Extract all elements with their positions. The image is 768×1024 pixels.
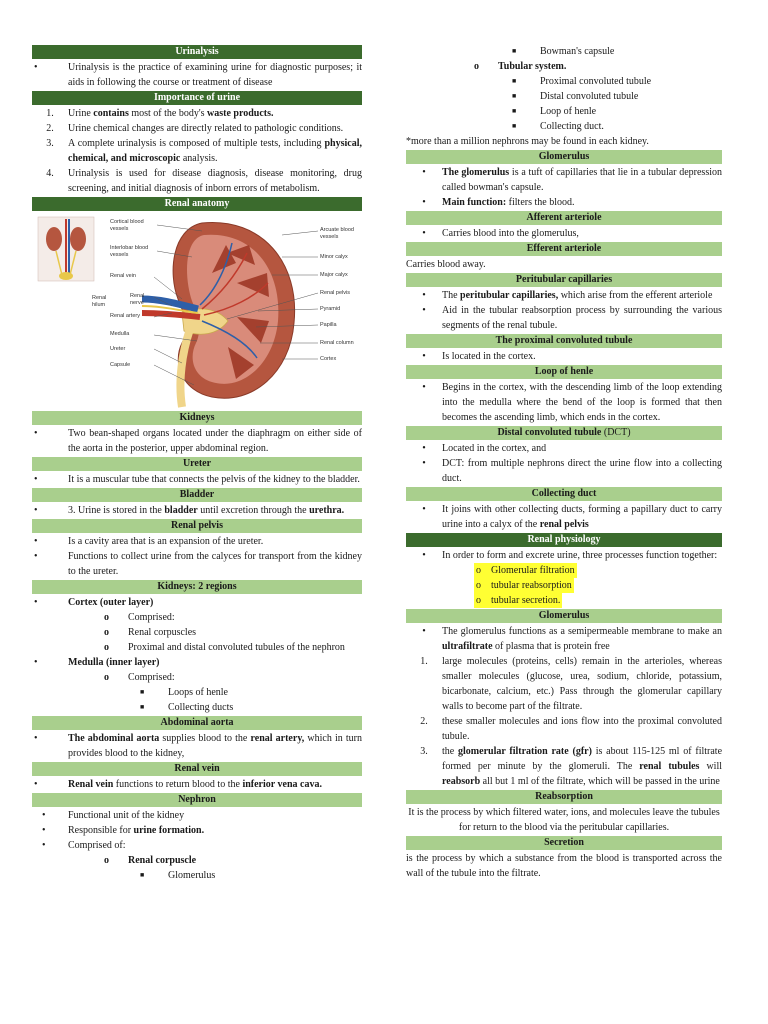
text-run: Distal convoluted tubule bbox=[540, 91, 639, 102]
bold-run: urethra. bbox=[309, 505, 345, 516]
text-run: which in turn provides blood to the kidney, bbox=[68, 733, 362, 759]
circle-bullet-icon: o bbox=[104, 627, 109, 638]
section-header-distal bbox=[406, 426, 722, 440]
text-run: tubular secretion. bbox=[491, 595, 561, 606]
list-item bbox=[406, 578, 722, 593]
section-header-glomerulus-function: Glomerulus bbox=[406, 609, 722, 623]
label-renal-column: Renal column bbox=[320, 340, 354, 346]
text-run: Comprised: bbox=[128, 612, 175, 623]
bold-run: inferior vena cava. bbox=[242, 779, 322, 790]
text-run: these smaller molecules and ions flow into the proximal convoluted tubule. bbox=[442, 716, 722, 742]
section-header-reabsorption: Reabsorption bbox=[406, 790, 722, 804]
text-run: DCT: from multiple nephrons direct the urine flow into a collecting duct. bbox=[442, 458, 722, 484]
square-bullet-icon: ■ bbox=[140, 688, 145, 696]
bullet-icon: • bbox=[422, 550, 426, 561]
text-run: Located in the cortex, and bbox=[442, 443, 547, 454]
bullet-icon: • bbox=[34, 779, 38, 790]
label-cortical-vessels: Cortical blood vessels bbox=[110, 219, 144, 232]
text-run: Proximal and distal convoluted tubules of the nephron bbox=[128, 642, 345, 653]
right-column bbox=[406, 44, 722, 881]
list-item bbox=[32, 166, 362, 196]
text-run: In order to form and excrete urine, three processes function together: bbox=[442, 550, 718, 561]
text-run: will bbox=[699, 761, 722, 772]
list-item bbox=[406, 714, 722, 744]
list-item bbox=[406, 59, 722, 74]
list-item bbox=[32, 503, 362, 518]
list-item bbox=[406, 441, 722, 456]
section-header-regions: Kidneys: 2 regions bbox=[32, 580, 362, 594]
bullet-icon: • bbox=[422, 443, 426, 454]
section-header-glomerulus: Glomerulus bbox=[406, 150, 722, 164]
bold-run: The abdominal aorta bbox=[68, 733, 160, 744]
paragraph: is the process by which a substance from the blood is transported across the wall of the tubule into the filtrate. bbox=[406, 853, 722, 879]
label-renal-pelvis: Renal pelvis bbox=[320, 290, 350, 296]
bold-run: bladder bbox=[164, 505, 198, 516]
text-run: Loops of henle bbox=[168, 687, 228, 698]
list-number: 3. bbox=[420, 746, 428, 757]
bullet-icon: • bbox=[34, 733, 38, 744]
text-run: Responsible for bbox=[68, 825, 134, 836]
header-text: Distal convoluted tubule bbox=[497, 427, 602, 438]
bullet-icon: • bbox=[34, 551, 38, 562]
paragraph: It is a muscular tube that connects the pelvis of the kidney to the bladder. bbox=[68, 474, 360, 485]
bold-run: physical, chemical, and microscopic bbox=[68, 138, 362, 164]
text-run: Glomerular filtration bbox=[491, 565, 575, 576]
circle-bullet-icon: o bbox=[474, 61, 479, 72]
section-header-renal-pelvis: Renal pelvis bbox=[32, 519, 362, 533]
bullet-icon: • bbox=[422, 504, 426, 515]
list-item bbox=[32, 777, 362, 792]
section-header-efferent: Efferent arteriole bbox=[406, 242, 722, 256]
bullet-icon: • bbox=[34, 505, 38, 516]
list-item bbox=[406, 624, 722, 654]
list-item bbox=[406, 74, 722, 89]
list-item bbox=[32, 136, 362, 166]
bold-run: The glomerulus bbox=[442, 167, 510, 178]
list-item bbox=[32, 534, 362, 549]
section-header-anatomy: Renal anatomy bbox=[32, 197, 362, 211]
bullet-icon: • bbox=[422, 458, 426, 469]
list-number: 3. bbox=[46, 138, 54, 149]
section-header-bladder: Bladder bbox=[32, 488, 362, 502]
text-run: is a tuft of capillaries that lie in a tubular depression called bowman's capsule. bbox=[442, 167, 722, 193]
list-number: 2. bbox=[420, 716, 428, 727]
bold-run: urine formation. bbox=[133, 825, 205, 836]
list-item bbox=[406, 89, 722, 104]
text-run: Proximal convoluted tubule bbox=[540, 76, 652, 87]
list-item bbox=[32, 610, 362, 625]
text-run: analysis. bbox=[180, 153, 218, 164]
text-run: Urine chemical changes are directly related to pathologic conditions. bbox=[68, 123, 344, 134]
header-abbr: (DCT) bbox=[601, 427, 631, 438]
text-run: Comprised: bbox=[128, 672, 175, 683]
square-bullet-icon: ■ bbox=[512, 122, 517, 130]
bullet-icon: • bbox=[422, 626, 426, 637]
bold-run: reabsorb bbox=[442, 776, 481, 787]
bold-run: Cortex (outer layer) bbox=[68, 597, 154, 608]
bullet-icon: • bbox=[34, 536, 38, 547]
text-run: 3. Urine is stored in the bbox=[68, 505, 165, 516]
text-run: Functional unit of the kidney bbox=[68, 810, 185, 821]
circle-bullet-icon: o bbox=[476, 580, 491, 591]
list-item bbox=[406, 44, 722, 59]
list-item bbox=[406, 654, 722, 714]
section-header-loop: Loop of henle bbox=[406, 365, 722, 379]
list-item bbox=[32, 549, 362, 579]
left-column bbox=[32, 44, 362, 883]
bold-run: glomerular filtration rate (gfr) bbox=[458, 746, 592, 757]
text-run: The glomerulus functions as a semipermeable membrane to make an bbox=[442, 626, 722, 637]
list-item bbox=[32, 823, 362, 838]
text-run: until excretion through the bbox=[197, 505, 310, 516]
circle-bullet-icon: o bbox=[104, 672, 109, 683]
bold-run: peritubular capillaries, bbox=[460, 290, 559, 301]
text-run: It joins with other collecting ducts, forming a papillary duct to carry urine into a calyx of the bbox=[442, 504, 722, 530]
list-item bbox=[406, 303, 722, 333]
text-run: Glomerulus bbox=[168, 870, 216, 881]
label-minor-calyx: Minor calyx bbox=[320, 254, 348, 260]
circle-bullet-icon: o bbox=[104, 642, 109, 653]
bullet-icon: • bbox=[422, 351, 426, 362]
list-item bbox=[32, 106, 362, 121]
text-run: Is located in the cortex. bbox=[442, 351, 536, 362]
list-item bbox=[32, 625, 362, 640]
bold-run: contains bbox=[93, 108, 129, 119]
text-run: Renal corpuscles bbox=[128, 627, 197, 638]
text-run: is about 115-125 ml of filtrate formed per minute by the glomeruli. The bbox=[442, 746, 723, 772]
text-run: Urinalysis is used for disease diagnosis, disease monitoring, drug screening, and initial diagnosis of inborn errors of metabolism. bbox=[68, 168, 362, 194]
section-header-renal-vein: Renal vein bbox=[32, 762, 362, 776]
bullet-icon: • bbox=[34, 62, 38, 73]
list-item bbox=[406, 593, 722, 608]
label-medulla: Medulla bbox=[110, 331, 130, 337]
text-run: Urine bbox=[68, 108, 94, 119]
bold-run: ultrafiltrate bbox=[442, 641, 493, 652]
paragraph: It is the process by which filtered water, ions, and molecules leave the tubules for return to the blood via the peritubular capillaries. bbox=[408, 807, 720, 833]
square-bullet-icon: ■ bbox=[140, 871, 145, 879]
footnote: *more than a million nephrons may be found in each kidney. bbox=[406, 136, 649, 147]
list-number: 4. bbox=[46, 168, 54, 179]
text-run: most of the body's bbox=[128, 108, 208, 119]
section-header-physiology: Renal physiology bbox=[406, 533, 722, 547]
bullet-icon: • bbox=[422, 167, 426, 178]
bold-run: renal artery, bbox=[250, 733, 305, 744]
label-ureter: Ureter bbox=[110, 346, 126, 352]
label-renal-artery: Renal artery bbox=[110, 313, 140, 319]
label-pyramid: Pyramid bbox=[320, 306, 341, 312]
bullet-icon: • bbox=[42, 825, 46, 836]
label-capsule: Capsule bbox=[110, 362, 131, 368]
square-bullet-icon: ■ bbox=[140, 703, 145, 711]
bullet-icon: • bbox=[34, 657, 38, 668]
list-item bbox=[32, 60, 362, 90]
square-bullet-icon: ■ bbox=[512, 47, 517, 55]
square-bullet-icon: ■ bbox=[512, 92, 517, 100]
bold-run: Renal corpuscle bbox=[128, 855, 197, 866]
list-item bbox=[32, 655, 362, 670]
label-major-calyx: Major calyx bbox=[320, 272, 348, 278]
paragraph: Urinalysis is the practice of examining urine for diagnostic purposes; it aids in following the course or treatment of disease bbox=[68, 62, 362, 88]
text-run: all but 1 ml of the filtrate, which will be passed in the urine bbox=[480, 776, 720, 787]
section-header-proximal: The proximal convoluted tubule bbox=[406, 334, 722, 348]
list-item bbox=[406, 744, 722, 789]
list-number: 1. bbox=[46, 108, 54, 119]
circle-bullet-icon: o bbox=[476, 565, 491, 576]
list-item bbox=[32, 731, 362, 761]
label-papilla: Papilla bbox=[320, 322, 337, 328]
list-item bbox=[406, 165, 722, 195]
circle-bullet-icon: o bbox=[476, 595, 491, 606]
paragraph: Functions to collect urine from the calyces for transport from the kidney to the ureter. bbox=[68, 551, 362, 577]
bullet-icon: • bbox=[422, 290, 426, 301]
label-renal-vein: Renal vein bbox=[110, 273, 136, 279]
text-run: Collecting duct. bbox=[540, 121, 604, 132]
text-run: tubular reabsorption bbox=[491, 580, 572, 591]
list-item bbox=[32, 868, 362, 883]
section-header-collecting: Collecting duct bbox=[406, 487, 722, 501]
bold-run: Renal vein bbox=[68, 779, 114, 790]
text-run: Bowman's capsule bbox=[540, 46, 615, 57]
text-run: which arise from the efferent arteriole bbox=[558, 290, 713, 301]
circle-bullet-icon: o bbox=[104, 612, 109, 623]
section-header-peritubular: Peritubular capillaries bbox=[406, 273, 722, 287]
bold-run: renal tubules bbox=[639, 761, 700, 772]
text-run: Collecting ducts bbox=[168, 702, 234, 713]
text-run: Comprised of: bbox=[68, 840, 126, 851]
bold-run: renal pelvis bbox=[539, 519, 589, 530]
text-run: Carries blood into the glomerulus, bbox=[442, 228, 579, 239]
list-item bbox=[32, 640, 362, 655]
list-item bbox=[406, 349, 722, 364]
paragraph: Carries blood away. bbox=[406, 259, 486, 270]
bullet-icon: • bbox=[422, 228, 426, 239]
list-item bbox=[406, 226, 722, 241]
bullet-icon: • bbox=[422, 382, 426, 393]
section-header-importance: Importance of urine bbox=[32, 91, 362, 105]
list-item bbox=[32, 700, 362, 715]
bullet-icon: • bbox=[34, 428, 38, 439]
text-run: A complete urinalysis is composed of multiple tests, including bbox=[68, 138, 325, 149]
list-item bbox=[406, 288, 722, 303]
section-header-nephron: Nephron bbox=[32, 793, 362, 807]
kidney-anatomy-figure bbox=[32, 213, 362, 409]
text-run: Begins in the cortex, with the descending limb of the loop extending into the medulla where the bend of the loop is formed that then becomes the ascending limb, which ends in the cortex. bbox=[442, 382, 722, 423]
text-run: Aid in the tubular reabsorption process by surrounding the various segments of the renal tubule. bbox=[442, 305, 722, 331]
list-item bbox=[32, 595, 362, 610]
text-run: supplies blood to the bbox=[159, 733, 251, 744]
bullet-icon: • bbox=[422, 305, 426, 316]
bold-run: waste products. bbox=[207, 108, 274, 119]
list-item bbox=[32, 426, 362, 456]
bold-run: Main function: bbox=[442, 197, 507, 208]
list-item bbox=[406, 502, 722, 532]
list-item bbox=[32, 838, 362, 853]
label-interlobar-vessels: Interlobar blood vessels bbox=[110, 245, 149, 258]
list-item bbox=[406, 380, 722, 425]
bullet-icon: • bbox=[34, 597, 38, 608]
bold-run: Medulla (inner layer) bbox=[68, 657, 160, 668]
section-header-kidneys: Kidneys bbox=[32, 411, 362, 425]
list-item bbox=[32, 121, 362, 136]
section-header-aorta: Abdominal aorta bbox=[32, 716, 362, 730]
label-cortex: Cortex bbox=[320, 356, 337, 362]
bullet-icon: • bbox=[42, 810, 46, 821]
text-run: filters the blood. bbox=[506, 197, 575, 208]
text-run: large molecules (proteins, cells) remain in the arterioles, whereas smaller molecules (glucose, urea, sodium, chloride, potassium, bicarbonate, calcium, etc.) Pass through the glomerular capillary walls to become part of the filtrate. bbox=[442, 656, 722, 712]
bullet-icon: • bbox=[422, 197, 426, 208]
bold-run: Tubular system. bbox=[498, 61, 567, 72]
kidney-diagram-icon bbox=[32, 213, 362, 409]
section-header-ureter: Ureter bbox=[32, 457, 362, 471]
text-run: Loop of henle bbox=[540, 106, 597, 117]
highlighted-item bbox=[474, 578, 574, 593]
list-item bbox=[406, 548, 722, 563]
bullet-icon: • bbox=[34, 474, 38, 485]
list-item bbox=[406, 563, 722, 578]
section-header-urinalysis: Urinalysis bbox=[32, 45, 362, 59]
list-item bbox=[406, 195, 722, 210]
text-run: the bbox=[442, 746, 459, 757]
list-item bbox=[32, 808, 362, 823]
list-item bbox=[406, 456, 722, 486]
bullet-icon: • bbox=[42, 840, 46, 851]
list-item bbox=[32, 670, 362, 685]
square-bullet-icon: ■ bbox=[512, 107, 517, 115]
list-item bbox=[32, 853, 362, 868]
list-number: 1. bbox=[420, 656, 428, 667]
paragraph: Is a cavity area that is an expansion of the ureter. bbox=[68, 536, 264, 547]
list-item bbox=[406, 104, 722, 119]
label-renal-nerve: Renal nerve bbox=[130, 293, 145, 306]
list-item bbox=[32, 472, 362, 487]
section-header-afferent: Afferent arteriole bbox=[406, 211, 722, 225]
text-run: of plasma that is protein free bbox=[492, 641, 610, 652]
square-bullet-icon: ■ bbox=[512, 77, 517, 85]
label-arcuate-vessels: Arcuate blood vessels bbox=[320, 227, 354, 240]
section-header-secretion: Secretion bbox=[406, 836, 722, 850]
text-run: functions to return blood to the bbox=[113, 779, 243, 790]
highlighted-item bbox=[474, 563, 577, 578]
list-item bbox=[406, 119, 722, 134]
paragraph: Two bean-shaped organs located under the diaphragm on either side of the aorta in the posterior, upper abdominal region. bbox=[68, 428, 362, 454]
text-run: The bbox=[442, 290, 461, 301]
highlighted-item bbox=[474, 593, 562, 608]
list-number: 2. bbox=[46, 123, 54, 134]
circle-bullet-icon: o bbox=[104, 855, 109, 866]
list-item bbox=[32, 685, 362, 700]
label-renal-hilum: Renal hilum bbox=[92, 295, 107, 308]
